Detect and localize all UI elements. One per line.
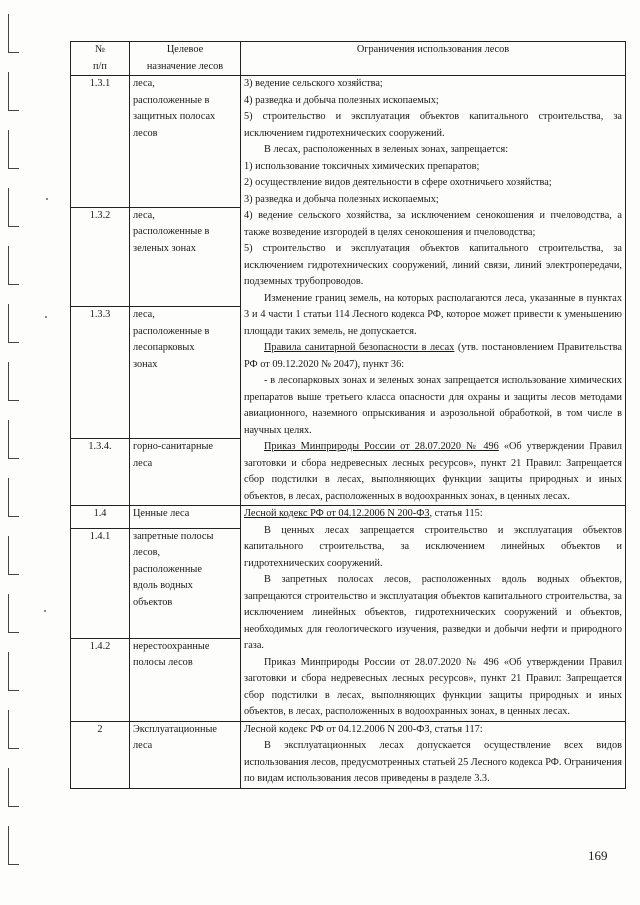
row-number: 2 <box>71 721 130 788</box>
sanitary-rules-ref: Правила санитарной безопасности в лесах (утв. постановлением Правительства РФ от 09.12.2020 № 2047), пункт 36: <box>244 342 622 370</box>
row-number: 1.4.2 <box>71 638 130 721</box>
forest-category: нерестоохранные полосы лесов <box>130 638 241 721</box>
forest-code-115-link: Лесной кодекс РФ от 04.12.2006 N 200-ФЗ <box>244 508 430 519</box>
forest-category: Эксплуатационные леса <box>130 721 241 788</box>
restrictions-text-block: Лесной кодекс РФ от 04.12.2006 N 200-ФЗ, статья 115: В ценных лесах запрещается строительство и эксплуатация объектов капитального строительства, за исключением линейных объектов и гидротехнических сооружений. В запретных полосах лесов, расположенных вдоль водных объектов, запрещаются строительство и эксплуатация объектов капитального строительства, за исключением линейных объектов, гидротехнических сооружений и объектов, необходимых для геологического изучения, разведки и добычи нефти и природного газа. Приказ Минприроды России от 28.07.2020 № 496 «Об утверждении Правил заготовки и сбора недревесных лесных ресурсов», пункт 21 Правил: Запрещается сбор подстилки в лесах, выполняющих функции защиты природных и иных объектов, в лесах, расположенных в водоохранных зонах, в ценных лесах. <box>241 506 626 722</box>
header-purpose: Целевое назначение лесов <box>130 42 241 76</box>
forest-category: леса, расположенные в зеленых зонах <box>130 207 241 306</box>
scan-speck <box>45 316 47 318</box>
page-number: 169 <box>588 848 608 863</box>
forest-category: Ценные леса <box>130 506 241 529</box>
forest-restrictions-table <box>70 41 626 789</box>
row-number: 1.3.2 <box>71 207 130 306</box>
row-number: 1.4 <box>71 506 130 529</box>
table-header-row <box>71 42 626 76</box>
forest-code-117-ref: Лесной кодекс РФ от 04.12.2006 N 200-ФЗ, статья 117: <box>244 723 483 735</box>
binding-marks <box>0 0 22 905</box>
table-row <box>71 506 626 529</box>
forest-category: запретные полосы лесов, расположенные вдоль водных объектов <box>130 528 241 638</box>
scan-speck <box>44 610 46 612</box>
row-number: 1.3.4. <box>71 439 130 506</box>
restrictions-text-block: Лесной кодекс РФ от 04.12.2006 N 200-ФЗ, статья 117: В эксплуатационных лесах допускается осуществление всех видов использования лесов, предусмотренных статьей 25 Лесного кодекса РФ. Ограничения по видам использования лесов приведены в разделе 3.3. <box>241 721 626 788</box>
forest-code-115-ref: Лесной кодекс РФ от 04.12.2006 N 200-ФЗ, статья 115: <box>244 508 483 519</box>
table-row <box>71 76 626 208</box>
forest-category: горно-санитарные леса <box>130 439 241 506</box>
row-number: 1.3.1 <box>71 76 130 208</box>
order-496-ref: Приказ Минприроды России от 28.07.2020 № 496 «Об утверждении Правил заготовки и сбора недревесных лесных ресурсов», пункт 21 Правил: Запрещается сбор подстилки в лесах, выполняющих функции защиты природных и иных объектов, в лесах, расположенных в водоохранных зонах, в ценных лесах. <box>244 441 622 502</box>
scan-speck <box>46 198 48 200</box>
row-number: 1.4.1 <box>71 528 130 638</box>
restrictions-text-block: 3) ведение сельского хозяйства; 4) разведка и добыча полезных ископаемых; 5) строительство и эксплуатация объектов капитального строительства, за исключением гидротехнических сооружений. В лесах, расположенных в зеленых зонах, запрещается: 1) использование токсичных химических препаратов; 2) осуществление видов деятельности в сфере охотничьего хозяйства; 3) разведка и добыча полезных ископаемых; 4) ведение сельского хозяйства, за исключением сенокошения и пчеловодства, а также возведение изгородей в целях сенокошения и пчеловодства; 5) строительство и эксплуатация объектов капитального строительства, за исключением гидротехнических сооружений, линий связи, линий электропередачи, подземных трубопроводов. Изменение границ земель, на которых располагаются леса, указанные в пунктах 3 и 4 части 1 статьи 114 Лесного кодекса РФ, которое может привести к уменьшению площади таких земель, не допускается. Правила санитарной безопасности в лесах (утв. постановлением Правительства РФ от 09.12.2020 № 2047), пункт 36: - в лесопарковых зонах и зеленых зонах запрещается использование химических препаратов выше третьего класса опасности для охраны и защиты лесов методами авиационного, наземного опрыскивания и аэрозольной обработкой, в том числе в научных целях. Приказ Минприроды России от 28.07.2020 № 496 «Об утверждении Правил заготовки и сбора недревесных лесных ресурсов», пункт 21 Правил: Запрещается сбор подстилки в лесах, выполняющих функции защиты природных и иных объектов, в лесах, расположенных в водоохранных зонах, в ценных лесах. <box>241 76 626 506</box>
table-row <box>71 721 626 788</box>
sanitary-rules-link: Правила санитарной безопасности в лесах <box>264 342 455 353</box>
order-496-link: Приказ Минприроды России от 28.07.2020 № 496 <box>264 441 499 452</box>
header-restrictions: Ограничения использования лесов <box>241 42 626 76</box>
header-num: № п/п <box>71 42 130 76</box>
row-number: 1.3.3 <box>71 307 130 439</box>
forest-category: леса, расположенные в защитных полосах лесов <box>130 76 241 208</box>
forest-category: леса, расположенные в лесопарковых зонах <box>130 307 241 439</box>
